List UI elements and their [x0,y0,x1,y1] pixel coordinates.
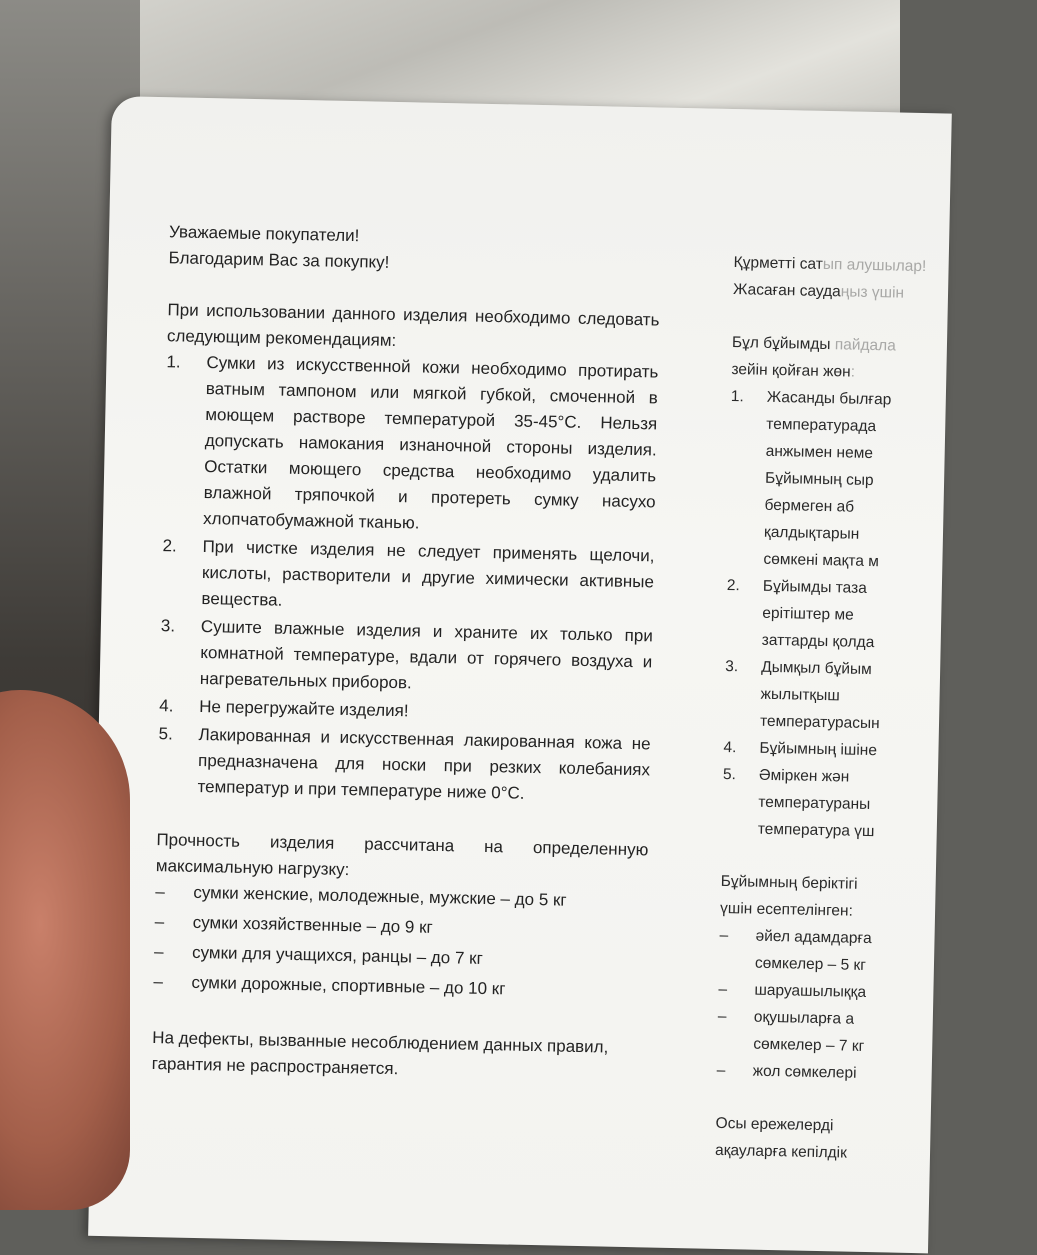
kz-load-text: әйел адамдарға [755,927,872,948]
kz-rule-text: Бұйымның ішіне [759,739,878,760]
warranty-note: На дефекты, вызванные несоблюдением данных правил, гарантия не распространяется. [151,1028,609,1079]
kz-rule-text: бермеген аб [764,496,855,516]
kz-thanks-faint: ңыз үшін [840,283,905,302]
kz-rule-number: 4. [723,738,737,757]
rule-text: Сумки из искусственной кожи необходимо протирать ватным тампоном или мягкой губкой, смоченной в моющем растворе температурой 35-45°C. Нельзя допускать намокания изнаночной стороны изделия. Остатки моющего средства необходимо удалить влажной тряпочкой и протереть сумку насухо хлопчатобумажной тканью. [202,353,659,533]
kz-rule-text: анжымен неме [765,442,874,463]
kz-rule-text: температурада [766,415,877,436]
kz-load-text: сөмкелер – 5 кг [754,954,867,974]
rule-number: 4. [159,696,174,716]
intro-paragraph: При использовании данного изделия необходимо следовать следующим рекомендациям: [166,300,660,351]
kz-rule-text: Жасанды былғар [766,388,892,409]
load-text: сумки дорожные, спортивные – до 10 кг [191,972,506,999]
rule-item [163,349,659,541]
load-text: сумки женские, молодежные, мужские – до 5 кг [193,882,567,910]
kz-rule-text: температураны [758,793,871,814]
kz-rule-text: қалдықтарын [763,523,860,543]
kz-closing-line-1: Осы ережелерді [715,1114,834,1135]
kz-rules-list [722,383,1032,848]
rule-number: 1. [166,352,181,372]
kz-dash-bullet: – [718,980,728,999]
load-limits-list [153,879,647,1005]
rule-item [160,613,654,701]
rule-text: Не перегружайте изделия! [199,696,409,721]
strength-intro: Прочность изделия рассчитана на определенную максимальную нагрузку: [155,830,649,880]
dash-bullet: – [154,912,165,932]
dash-bullet: – [155,882,166,902]
load-text: сумки хозяйственные – до 9 кг [192,912,433,937]
kz-rule-text: сөмкені мақта м [763,550,880,571]
rule-item [157,721,651,809]
kz-load-text: сөмкелер – 7 кг [753,1035,865,1055]
kz-intro-faint: пайдала [830,336,896,355]
russian-column [151,219,661,1087]
kz-load-text: жол сөмкелері [752,1062,857,1082]
kz-rule-text: жылытқыш [760,685,840,705]
kz-load-text: оқушыларға а [753,1008,855,1028]
rule-text: Сушите влажные изделия и храните их только при комнатной температуре, вдали от горячего воздуха и нагревательных приборов. [199,616,654,693]
instruction-leaflet [88,96,952,1253]
kz-strength-line-2: үшін есептелінген: [719,899,854,920]
kz-thanks-text: Жасаған сауда [732,281,841,301]
kz-rule-number: 1. [730,388,744,406]
kz-rule-text: температурасын [759,712,880,733]
kz-rule-text: температура үш [757,820,875,841]
kz-dash-bullet: – [717,1007,727,1026]
rule-number: 3. [160,616,176,636]
care-rules-list [157,349,658,809]
rule-text: При чистке изделия не следует применять щелочи, кислоты, растворители и другие химически активные вещества. [201,536,655,610]
kz-load-list [716,922,1019,1090]
rule-text: Лакированная и искусственная лакированная кожа не предназначена для носки при резких колебаниях температур и при температуре ниже 0°C. [197,724,651,803]
kz-rule-text: Бұйымның сыр [764,469,874,490]
dash-bullet: – [153,942,164,962]
kz-closing-line-2: ақауларға кепілдік [714,1141,848,1162]
kz-intro-text: Бұл бұйымды [731,334,831,354]
kz-greeting-faint: ып алушылар! [822,255,927,276]
kz-rule-number: 2. [726,576,740,595]
kz-rule-number: 5. [722,765,737,784]
thumb [0,690,130,1210]
kz-rule-text: ерітіштер ме [762,604,854,624]
dash-bullet: – [153,972,164,992]
kz-rule-number: 3. [725,657,739,676]
load-text: сумки для учащихся, ранцы – до 7 кг [191,942,483,968]
greeting-line-2: Благодарим Вас за покупку! [168,248,390,272]
kz-dash-bullet: – [716,1061,726,1080]
kazakh-column [715,249,1034,1170]
kz-intro-text-2: зейін қойған жөн [731,361,851,381]
kz-strength-line-1: Бұйымның беріктігі [720,872,858,893]
kz-load-text: шаруашылыққа [754,981,867,1001]
kz-dash-bullet: – [719,926,729,945]
kz-rule-text: Дымқыл бұйым [761,658,872,679]
kz-intro-faint-2: : [850,363,856,381]
rule-item [161,533,655,621]
kz-rule-text: Әміркен жән [758,766,850,786]
rule-number: 5. [158,724,174,744]
rule-number: 2. [162,536,177,556]
greeting-line-1: Уважаемые покупатели! [168,222,360,246]
kz-rule-text: Бұйымды таза [762,577,867,597]
kz-greeting-text: Құрметті сат [733,254,824,273]
kz-rule-text: заттарды қолда [761,631,875,652]
